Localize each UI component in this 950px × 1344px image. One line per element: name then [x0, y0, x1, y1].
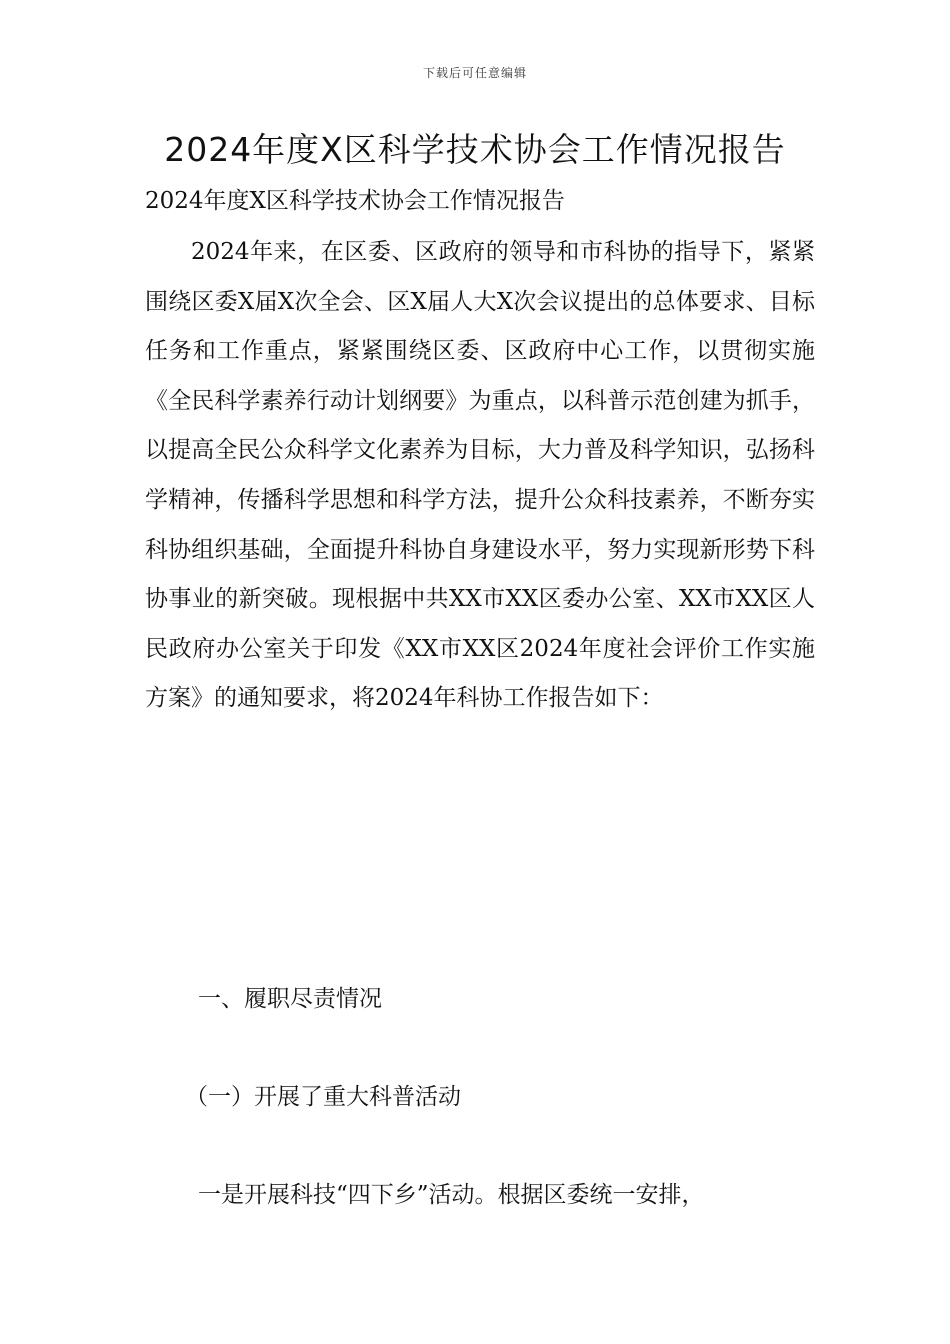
document-title: 2024年度X区科学技术协会工作情况报告 [164, 130, 786, 169]
header-note: 下载后可任意编辑 [422, 66, 527, 80]
paragraph-start: 一是开展科技“四下乡”活动。根据区委统一安排， [198, 1182, 705, 1208]
intro-paragraph: 2024年来，在区委、区政府的领导和市科协的指导下，紧紧围绕区委X届X次全会、区X届人大X次会议提出的总体要求、目标任务和工作重点，紧紧围绕区委、区政府中心工作，以贯彻实施《全民科学素养行动计划纲要》为重点，以科普示范创建为抓手，以提高全民公众科学文化素养为目标，大力普及科学知识，弘扬科学精神，传播科学思想和科学方法，提升公众科技素养，不断夯实科协组织基础，全面提升科协自身建设水平，努力实现新形势下科协事业的新突破。现根据中共XX市XX区委办公室、XX市XX区人民政府办公室关于印发《XX市XX区2024年度社会评价工作实施方案》的通知要求，将2024年科协工作报告如下： [145, 239, 815, 712]
document-subtitle: 2024年度X区科学技术协会工作情况报告 [145, 188, 565, 214]
subsection-heading: （一）开展了重大科普活动 [185, 1084, 461, 1110]
section-heading: 一、履职尽责情况 [198, 986, 382, 1012]
